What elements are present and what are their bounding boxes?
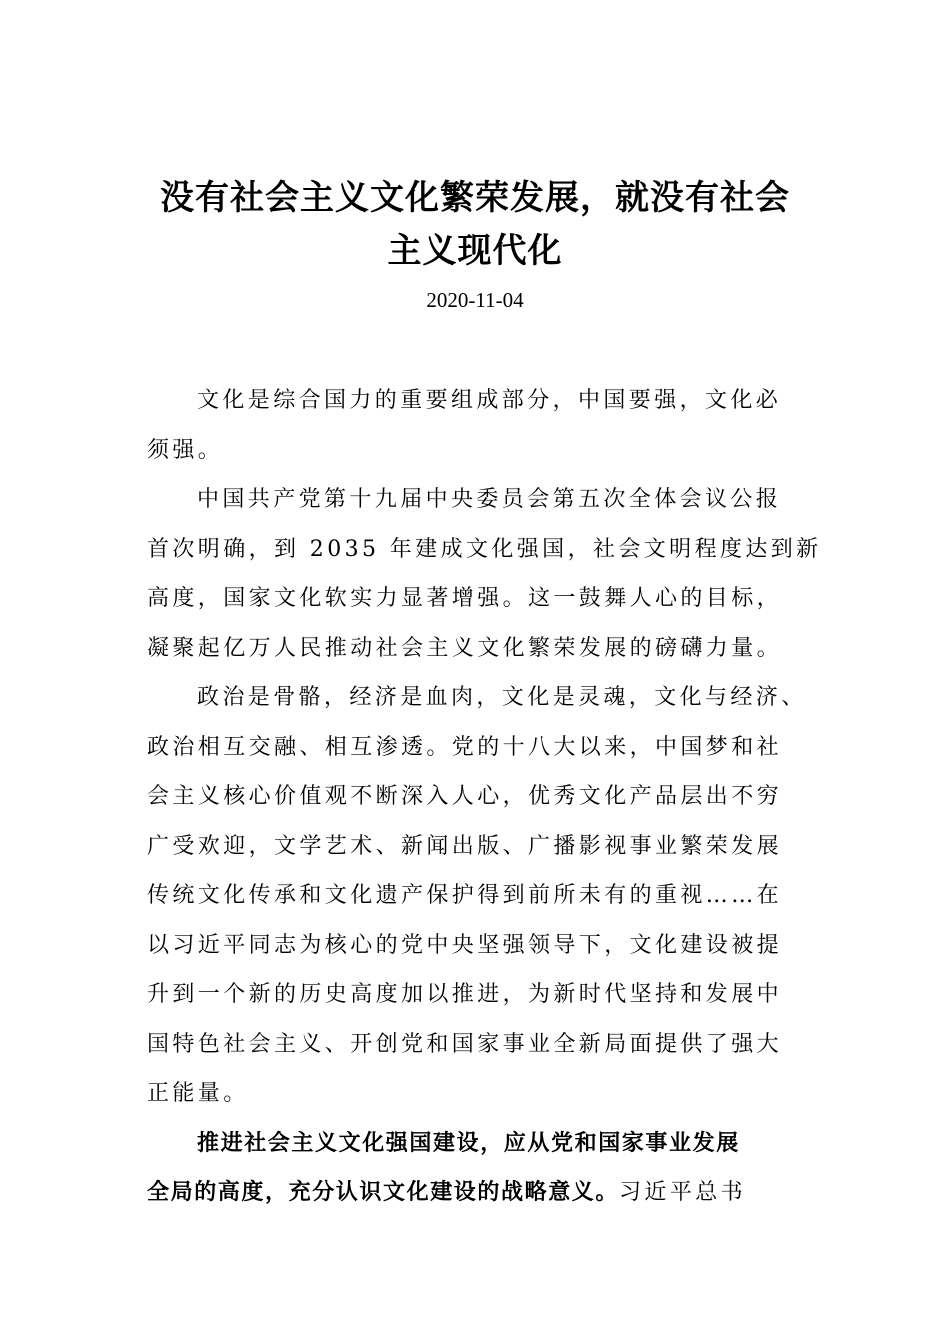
title-line-2: 主义现代化	[387, 231, 563, 271]
title-line-1: 没有社会主义文化繁荣发展，就没有社会	[160, 178, 790, 218]
paragraph-3	[147, 673, 827, 1119]
paragraph-line: 政治是骨骼，经济是血肉，文化是灵魂，文化与经济、	[197, 685, 807, 710]
paragraph-line: 广受欢迎，文学艺术、新闻出版、广播影视事业繁荣发展	[147, 833, 783, 859]
mixed-paragraph-line	[147, 1168, 827, 1218]
bold-paragraph-line: 推进社会主义文化强国建设，应从党和国家事业发展	[197, 1130, 740, 1156]
paragraph-line: 高度，国家文化软实力显著增强。这一鼓舞人心的目标，	[147, 586, 783, 611]
paragraph-2	[147, 475, 827, 673]
article-date: 2020-11-04	[426, 288, 524, 312]
paragraph-line: 中国共产党第十九届中央委员会第五次全体会议公报	[197, 487, 782, 512]
paragraph-line: 文化是综合国力的重要组成部分，中国要强，文化必	[197, 388, 782, 413]
article-body	[147, 376, 827, 1218]
paragraph-line: 政治相互交融、相互渗透。党的十八大以来，中国梦和社	[147, 734, 783, 760]
paragraph-line: 传统文化传承和文化遗产保护得到前所未有的重视……在	[147, 883, 783, 908]
bold-text: 全局的高度，充分认识文化建设的战略意义。	[147, 1180, 620, 1205]
paragraph-line: 凝聚起亿万人民推动社会主义文化繁荣发展的磅礴力量。	[147, 635, 783, 661]
paragraph-line: 国特色社会主义、开创党和国家事业全新局面提供了强大	[147, 1031, 783, 1057]
paragraph-4	[147, 1119, 827, 1218]
regular-text: 习近平总书	[619, 1180, 747, 1205]
paragraph-line: 会主义核心价值观不断深入人心，优秀文化产品层出不穷	[147, 784, 783, 809]
paragraph-line: 以习近平同志为核心的党中央坚强领导下，文化建设被提	[147, 932, 783, 958]
paragraph-line: 须强。	[147, 437, 224, 463]
paragraph-1	[147, 376, 827, 475]
paragraph-line: 首次明确，到 2035 年建成文化强国，社会文明程度达到新	[147, 536, 822, 562]
paragraph-line: 正能量。	[147, 1081, 249, 1106]
paragraph-line: 升到一个新的历史高度加以推进，为新时代坚持和发展中	[147, 982, 783, 1007]
article-title	[130, 172, 820, 278]
